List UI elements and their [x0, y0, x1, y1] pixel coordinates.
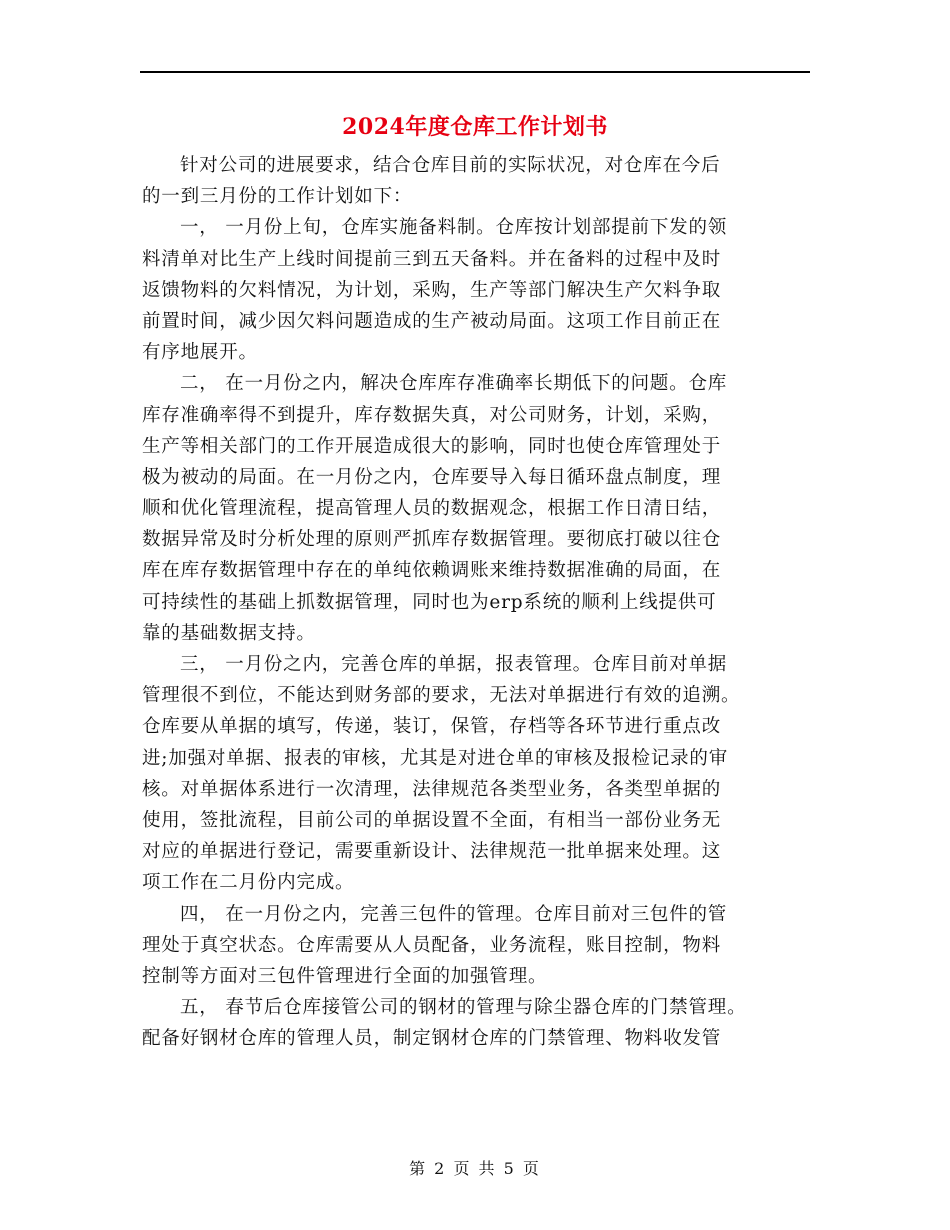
body-line: 库存准确率得不到提升，库存数据失真，对公司财务，计划，采购， [142, 404, 722, 426]
body-line: 核。对单据体系进行一次清理，法律规范各类型业务，各类型单据的 [142, 778, 722, 800]
body-line: 一， 一月份上旬，仓库实施备料制。仓库按计划部提前下发的领 [180, 217, 728, 239]
body-line: 进;加强对单据、报表的审核，尤其是对进仓单的审核及报检记录的审 [142, 747, 729, 769]
body-line: 数据异常及时分析处理的原则严抓库存数据管理。要彻底打破以往仓 [142, 529, 722, 551]
body-line: 顺和优化管理流程，提高管理人员的数据观念，根据工作日清日结， [142, 498, 722, 520]
body-line: 仓库要从单据的填写，传递，装订，保管，存档等各环节进行重点改 [142, 716, 722, 738]
body-line: 库在库存数据管理中存在的单纯依赖调账来维持数据准确的局面，在 [142, 560, 722, 582]
page-number-footer: 第 2 页 共 5 页 [409, 1159, 541, 1178]
body-line: 料清单对比生产上线时间提前三到五天备料。并在备料的过程中及时 [142, 248, 722, 270]
body-line: 二， 在一月份之内，解决仓库库存准确率长期低下的问题。仓库 [180, 373, 728, 395]
document-title: 2024年度仓库工作计划书 [342, 114, 608, 140]
body-line: 可持续性的基础上抓数据管理，同时也为erp系统的顺利上线提供可 [142, 591, 717, 613]
body-line: 项工作在二月份内完成。 [142, 872, 355, 894]
body-line: 前置时间，减少因欠料问题造成的生产被动局面。这项工作目前正在 [142, 310, 722, 332]
body-line: 的一到三月份的工作计划如下： [142, 186, 413, 208]
body-line: 四， 在一月份之内，完善三包件的管理。仓库目前对三包件的管 [180, 903, 728, 925]
body-line: 有序地展开。 [142, 342, 258, 364]
body-line: 对应的单据进行登记，需要重新设计、法律规范一批单据来处理。这 [142, 841, 722, 863]
body-line: 针对公司的进展要求，结合仓库目前的实际状况，对仓库在今后 [180, 155, 721, 176]
body-line: 理处于真空状态。仓库需要从人员配备，业务流程，账目控制，物料 [142, 934, 722, 956]
document-body [142, 150, 822, 1054]
body-line: 返馈物料的欠料情况，为计划，采购，生产等部门解决生产欠料争取 [142, 279, 722, 301]
body-line: 使用，签批流程，目前公司的单据设置不全面，有相当一部份业务无 [142, 809, 722, 831]
header-rule [140, 71, 810, 73]
body-line: 生产等相关部门的工作开展造成很大的影响，同时也使仓库管理处于 [142, 435, 722, 457]
body-line: 靠的基础数据支持。 [142, 622, 316, 644]
body-line: 三， 一月份之内，完善仓库的单据，报表管理。仓库目前对单据 [180, 654, 728, 675]
body-line: 配备好钢材仓库的管理人员，制定钢材仓库的门禁管理、物料收发管 [142, 1028, 722, 1050]
body-line: 管理很不到位，不能达到财务部的要求，无法对单据进行有效的追溯。 [142, 685, 741, 707]
body-line: 极为被动的局面。在一月份之内，仓库要导入每日循环盘点制度，理 [142, 466, 722, 488]
body-line: 五， 春节后仓库接管公司的钢材的管理与除尘器仓库的门禁管理。 [180, 997, 747, 1019]
body-line: 控制等方面对三包件管理进行全面的加强管理。 [142, 965, 548, 987]
